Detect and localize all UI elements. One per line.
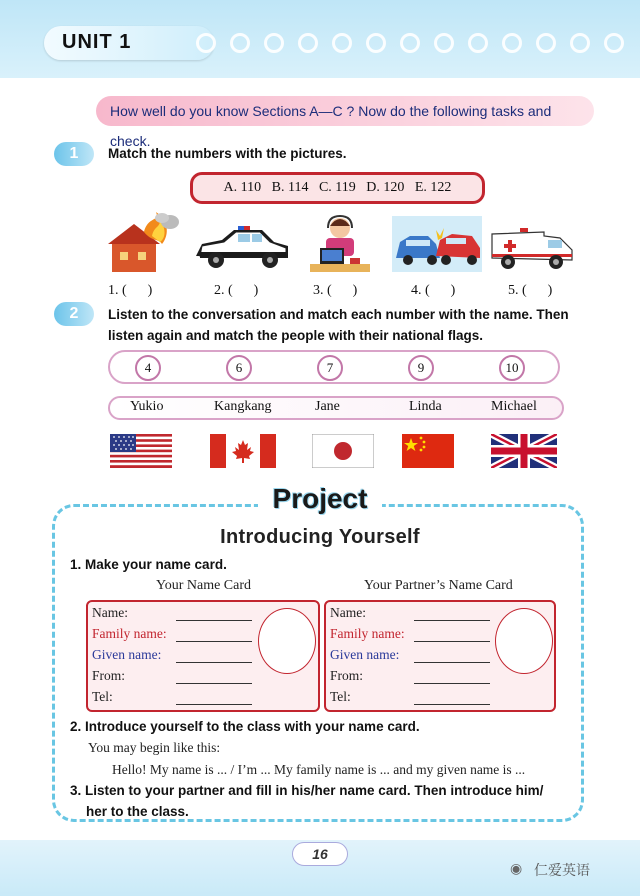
field-label-name: Name: — [330, 605, 366, 620]
given-name-input-line[interactable] — [176, 662, 252, 663]
circle-icon — [196, 33, 216, 53]
ambulance-icon — [490, 212, 574, 276]
number-circle[interactable]: 9 — [408, 355, 434, 381]
circle-icon — [502, 33, 522, 53]
field-label-tel: Tel: — [92, 689, 113, 704]
intro-banner: How well do you know Sections A—C ? Now do the following tasks and check. — [96, 96, 594, 126]
number-circle[interactable]: 7 — [317, 355, 343, 381]
step-2-heading: 2. Introduce yourself to the class with your name card. — [70, 719, 420, 734]
circle-icon — [332, 33, 352, 53]
japan-flag-icon[interactable] — [312, 434, 374, 468]
family-name-input-line[interactable] — [176, 641, 252, 642]
card-title: Your Name Card — [156, 578, 252, 593]
person-name[interactable]: Michael — [491, 399, 537, 414]
field-label-family-name: Family name: — [92, 626, 167, 641]
field-label-tel: Tel: — [330, 689, 351, 704]
page-number: 16 — [292, 842, 348, 866]
circle-icon — [400, 33, 420, 53]
step-1-heading: 1. Make your name card. — [70, 557, 227, 572]
circle-icon — [570, 33, 590, 53]
photo-oval[interactable] — [495, 608, 553, 674]
task2-instruction-line: Listen to the conversation and match each number with the name. Then — [108, 307, 569, 322]
usa-flag-icon[interactable] — [110, 434, 172, 468]
field-label-name: Name: — [92, 605, 128, 620]
field-label-family-name: Family name: — [330, 626, 405, 641]
police-car-icon — [192, 212, 292, 276]
person-name[interactable]: Kangkang — [214, 399, 272, 414]
from-input-line[interactable] — [414, 683, 490, 684]
answer-blank[interactable]: 3. ( ) — [313, 283, 358, 298]
from-input-line[interactable] — [176, 683, 252, 684]
task1-options: A. 110 B. 114 C. 119 D. 120 E. 122 — [190, 172, 485, 204]
task2-instruction — [108, 304, 569, 346]
watermark: 仁爱英语 — [534, 862, 590, 878]
task1-number-badge: 1 — [54, 142, 94, 166]
given-name-input-line[interactable] — [414, 662, 490, 663]
unit-title: UNIT 1 — [62, 31, 132, 53]
circle-icon — [434, 33, 454, 53]
burning-house-icon — [108, 212, 180, 276]
chat-bubble-icon: ◉ — [510, 860, 523, 876]
circle-icon — [298, 33, 318, 53]
task2-instruction-line: listen again and match the people with their national flags. — [108, 328, 484, 343]
task1-instruction: Match the numbers with the pictures. — [108, 146, 347, 161]
operator-icon — [310, 212, 370, 276]
circle-icon — [536, 33, 556, 53]
canada-flag-icon[interactable] — [210, 434, 276, 468]
field-label-from: From: — [92, 668, 126, 683]
task2-number-badge: 2 — [54, 302, 94, 326]
number-circle[interactable]: 4 — [135, 355, 161, 381]
tel-input-line[interactable] — [176, 704, 252, 705]
number-circle[interactable]: 10 — [499, 355, 525, 381]
number-circle[interactable]: 6 — [226, 355, 252, 381]
circle-icon — [230, 33, 250, 53]
circle-icon — [264, 33, 284, 53]
china-flag-icon[interactable] — [402, 434, 454, 468]
person-name[interactable]: Jane — [315, 399, 340, 414]
step-3-heading-cont: her to the class. — [86, 804, 189, 819]
field-label-given-name: Given name: — [330, 647, 400, 662]
name-input-line[interactable] — [176, 620, 252, 621]
circle-icon — [468, 33, 488, 53]
answer-blank[interactable]: 4. ( ) — [411, 283, 456, 298]
photo-oval[interactable] — [258, 608, 316, 674]
family-name-input-line[interactable] — [414, 641, 490, 642]
card-title: Your Partner’s Name Card — [364, 578, 513, 593]
circle-icon — [604, 33, 624, 53]
person-name[interactable]: Yukio — [130, 399, 164, 414]
circle-icon — [366, 33, 386, 53]
field-label-from: From: — [330, 668, 364, 683]
person-name[interactable]: Linda — [409, 399, 442, 414]
uk-flag-icon[interactable] — [491, 434, 557, 468]
tel-input-line[interactable] — [414, 704, 490, 705]
begin-text: You may begin like this: — [88, 740, 221, 755]
field-label-given-name: Given name: — [92, 647, 162, 662]
answer-blank[interactable]: 1. ( ) — [108, 283, 153, 298]
project-subtitle: Introducing Yourself — [220, 526, 420, 548]
step-3-heading: 3. Listen to your partner and fill in his/her name card. Then introduce him/ — [70, 783, 544, 798]
car-accident-icon — [392, 212, 482, 276]
name-input-line[interactable] — [414, 620, 490, 621]
project-title: Project — [258, 483, 382, 519]
example-sentence: Hello! My name is ... / I’m ... My family name is ... and my given name is ... — [112, 762, 526, 777]
answer-blank[interactable]: 5. ( ) — [508, 283, 553, 298]
answer-blank[interactable]: 2. ( ) — [214, 283, 259, 298]
